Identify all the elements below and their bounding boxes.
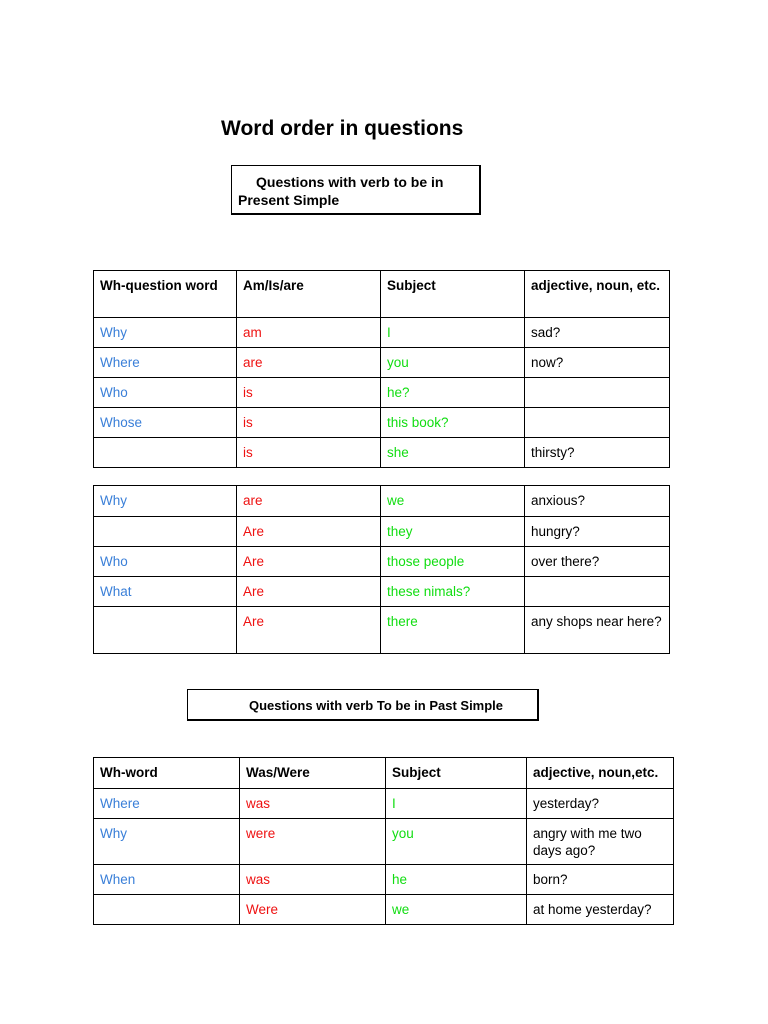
past-simple-table	[93, 757, 674, 925]
table-row	[94, 789, 674, 819]
subject-cell: we	[386, 895, 527, 925]
verb-cell: is	[237, 438, 381, 468]
table-row	[94, 607, 670, 654]
header-cell: Wh-question word	[94, 271, 237, 318]
complement-cell: sad?	[525, 318, 670, 348]
table-row	[94, 895, 674, 925]
verb-cell: are	[237, 486, 381, 517]
table-header-row	[94, 758, 674, 789]
complement-cell: yesterday?	[527, 789, 674, 819]
table-row	[94, 408, 670, 438]
table-header-row	[94, 271, 670, 318]
table-row	[94, 486, 670, 517]
subject-cell: I	[386, 789, 527, 819]
complement-cell: hungry?	[525, 517, 670, 547]
subject-cell: this book?	[381, 408, 525, 438]
table-row	[94, 517, 670, 547]
wh-word-cell: Where	[94, 789, 240, 819]
header-cell: adjective, noun, etc.	[525, 271, 670, 318]
verb-cell: was	[240, 865, 386, 895]
verb-cell: was	[240, 789, 386, 819]
verb-cell: Are	[237, 517, 381, 547]
present-simple-plural-table	[93, 485, 670, 654]
subject-cell: he?	[381, 378, 525, 408]
complement-cell: any shops near here?	[525, 607, 670, 654]
subject-cell: those people	[381, 547, 525, 577]
wh-word-cell: Where	[94, 348, 237, 378]
wh-word-cell: Why	[94, 486, 237, 517]
wh-word-cell: Whose	[94, 408, 237, 438]
subject-cell: she	[381, 438, 525, 468]
verb-cell: were	[240, 819, 386, 865]
subject-cell: there	[381, 607, 525, 654]
wh-word-cell: Why	[94, 318, 237, 348]
wh-word-cell	[94, 895, 240, 925]
section-present-simple-line1: Questions with verb to be in	[256, 174, 444, 190]
page-title: Word order in questions	[221, 117, 464, 140]
wh-word-cell	[94, 517, 237, 547]
verb-cell: is	[237, 378, 381, 408]
wh-word-cell: Why	[94, 819, 240, 865]
wh-word-cell	[94, 607, 237, 654]
header-cell: Subject	[381, 271, 525, 318]
table-row	[94, 438, 670, 468]
table-row	[94, 378, 670, 408]
section-present-simple-label	[231, 165, 481, 215]
section-present-simple-line2: Present Simple	[238, 192, 340, 208]
subject-cell: you	[381, 348, 525, 378]
complement-cell: thirsty?	[525, 438, 670, 468]
complement-cell: angry with me two days ago?	[527, 819, 674, 865]
complement-cell: now?	[525, 348, 670, 378]
header-cell: Am/Is/are	[237, 271, 381, 318]
table-row	[94, 547, 670, 577]
subject-cell: you	[386, 819, 527, 865]
verb-cell: am	[237, 318, 381, 348]
wh-word-cell: Who	[94, 378, 237, 408]
complement-cell: at home yesterday?	[527, 895, 674, 925]
wh-word-cell: When	[94, 865, 240, 895]
complement-cell	[525, 378, 670, 408]
verb-cell: Are	[237, 577, 381, 607]
verb-cell: Are	[237, 607, 381, 654]
wh-word-cell	[94, 438, 237, 468]
complement-cell	[525, 577, 670, 607]
table-row	[94, 819, 674, 865]
subject-cell: we	[381, 486, 525, 517]
verb-cell: is	[237, 408, 381, 438]
subject-cell: they	[381, 517, 525, 547]
header-cell: Wh-word	[94, 758, 240, 789]
subject-cell: he	[386, 865, 527, 895]
section-past-simple-label: Questions with verb To be in Past Simple	[187, 689, 539, 721]
complement-cell	[525, 408, 670, 438]
wh-word-cell: Who	[94, 547, 237, 577]
header-cell: adjective, noun,etc.	[527, 758, 674, 789]
table-row	[94, 865, 674, 895]
subject-cell: I	[381, 318, 525, 348]
verb-cell: Are	[237, 547, 381, 577]
subject-cell: these nimals?	[381, 577, 525, 607]
verb-cell: Were	[240, 895, 386, 925]
complement-cell: anxious?	[525, 486, 670, 517]
table-row	[94, 348, 670, 378]
present-simple-table	[93, 270, 670, 468]
header-cell: Was/Were	[240, 758, 386, 789]
complement-cell: born?	[527, 865, 674, 895]
complement-cell: over there?	[525, 547, 670, 577]
table-row	[94, 577, 670, 607]
header-cell: Subject	[386, 758, 527, 789]
wh-word-cell: What	[94, 577, 237, 607]
table-row	[94, 318, 670, 348]
verb-cell: are	[237, 348, 381, 378]
